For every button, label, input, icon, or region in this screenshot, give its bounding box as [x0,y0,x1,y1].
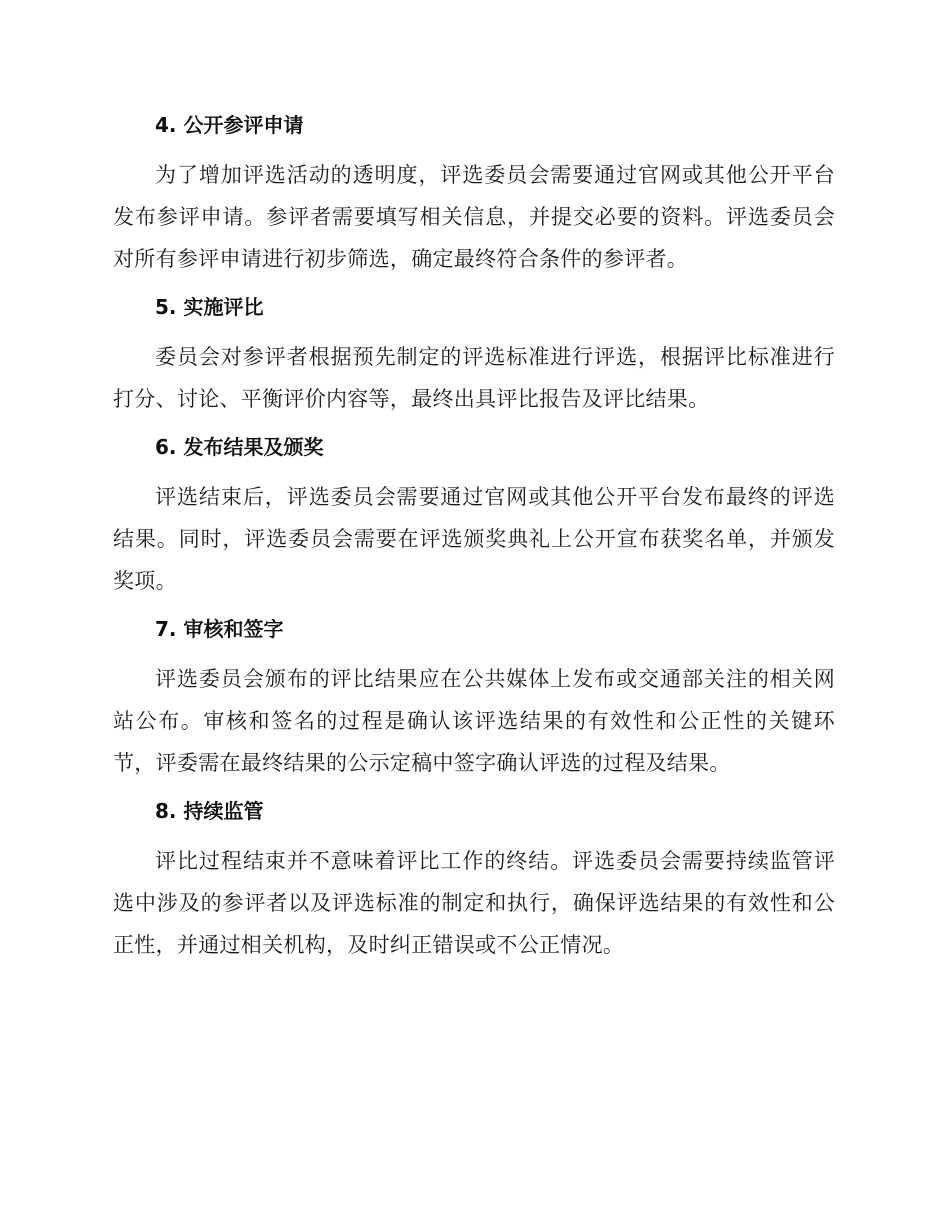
section-heading: 4. 公开参评申请 [155,113,304,137]
section-heading: 6. 发布结果及颁奖 [155,435,324,459]
section-8 [113,796,835,966]
section-paragraph: 评选委员会颁布的评比结果应在公共媒体上发布或交通部关注的相关网站公布。审核和签名的过程是确认该评选结果的有效性和公正性的关键环节，评委需在最终结果的公示定稿中签字确认评选的过程及结果。 [113,667,835,775]
section-paragraph: 评选结束后，评选委员会需要通过官网或其他公开平台发布最终的评选结果。同时，评选委员会需要在评选颁奖典礼上公开宣布获奖名单，并颁发奖项。 [113,485,835,593]
document-body [113,110,835,978]
section-heading: 5. 实施评比 [155,295,264,319]
section-4 [113,110,835,280]
section-6 [113,432,835,602]
section-paragraph: 评比过程结束并不意味着评比工作的终结。评选委员会需要持续监管评选中涉及的参评者以及评选标准的制定和执行，确保评选结果的有效性和公正性，并通过相关机构，及时纠正错误或不公正情况。 [113,849,835,957]
section-heading: 7. 审核和签字 [155,617,284,641]
section-paragraph: 委员会对参评者根据预先制定的评选标准进行评选，根据评比标准进行打分、讨论、平衡评价内容等，最终出具评比报告及评比结果。 [113,345,835,411]
section-7 [113,614,835,784]
section-heading: 8. 持续监管 [155,799,264,823]
section-paragraph: 为了增加评选活动的透明度，评选委员会需要通过官网或其他公开平台发布参评申请。参评者需要填写相关信息，并提交必要的资料。评选委员会对所有参评申请进行初步筛选，确定最终符合条件的参评者。 [113,163,835,271]
section-5 [113,292,835,420]
